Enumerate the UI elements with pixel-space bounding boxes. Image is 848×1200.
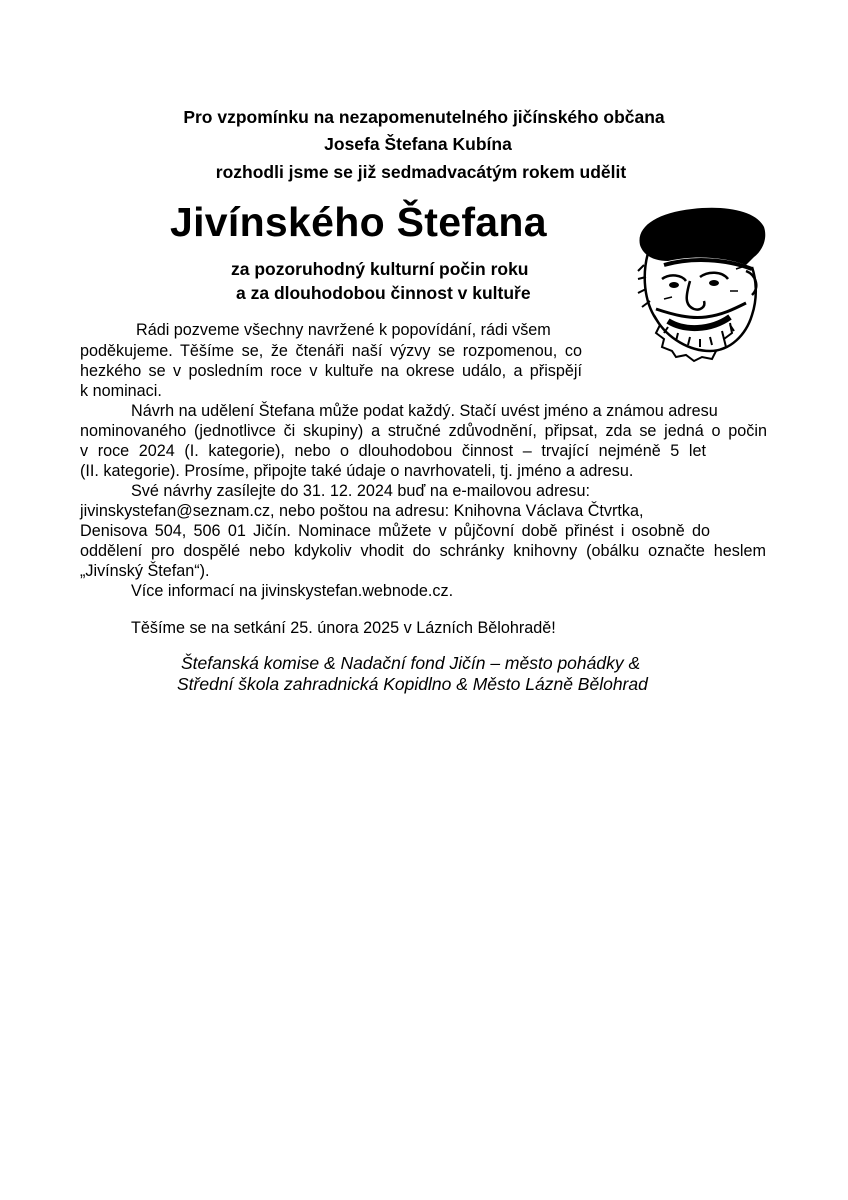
- body-p3-line2: jivinskystefan@seznam.cz, nebo poštou na adresu: Knihovna Václava Čtvrtka,: [80, 502, 644, 520]
- body-p3-line1: Své návrhy zasílejte do 31. 12. 2024 buď na e-mailovou adresu:: [131, 482, 590, 500]
- body-p1-line1: Rádi pozveme všechny navržené k popovídání, rádi všem: [136, 321, 551, 339]
- header-line-2: Josefa Štefana Kubína: [324, 134, 512, 154]
- body-p1-line3: hezkého se v posledním roce v kultuře na okrese událo, a přispějí: [80, 362, 582, 380]
- body-p3-line4: oddělení pro dospělé nebo kdykoliv vhodit do schránky knihovny (obálku označte heslem: [80, 542, 766, 560]
- body-p3-line3: Denisova 504, 506 01 Jičín. Nominace můžete v půjčovní době přinést i osobně do: [80, 522, 710, 540]
- body-more-info: Více informací na jivinskystefan.webnode.cz.: [131, 582, 454, 600]
- signature-line-1: Štefanská komise & Nadační fond Jičín – město pohádky &: [181, 653, 641, 673]
- body-p1-line2: poděkujeme. Těšíme se, že čtenáři naší výzvy se rozpomenou, co: [80, 342, 582, 360]
- award-subtitle-1: za pozoruhodný kulturní počin roku: [231, 259, 529, 279]
- body-p3-line5: „Jivínský Štefan“).: [80, 562, 210, 580]
- body-p2-line1: Návrh na udělení Štefana může podat každý. Stačí uvést jméno a známou adresu: [131, 402, 718, 420]
- body-p2-line4: (II. kategorie). Prosíme, připojte také údaje o navrhovateli, tj. jméno a adresu.: [80, 462, 634, 480]
- body-p2-line2: nominovaného (jednotlivce či skupiny) a stručné zdůvodnění, připsat, zda se jedná o počin: [80, 422, 767, 440]
- body-p2-line3: v roce 2024 (I. kategorie), nebo o dlouhodobou činnost – trvající nejméně 5 let: [80, 442, 706, 460]
- award-subtitle-2: a za dlouhodobou činnost v kultuře: [236, 283, 531, 303]
- signature-line-2: Střední škola zahradnická Kopidlno & Město Lázně Bělohrad: [177, 674, 648, 694]
- sketch-portrait-icon: [634, 205, 768, 363]
- body-p1-line4: k nominaci.: [80, 382, 162, 400]
- header-line-1: Pro vzpomínku na nezapomenutelného jičínského občana: [183, 107, 665, 127]
- header-line-3: rozhodli jsme se již sedmadvacátým rokem udělit: [215, 162, 627, 182]
- award-title: Jivínského Štefana: [170, 199, 547, 245]
- body-invitation: Těšíme se na setkání 25. února 2025 v Lázních Bělohradě!: [131, 619, 556, 637]
